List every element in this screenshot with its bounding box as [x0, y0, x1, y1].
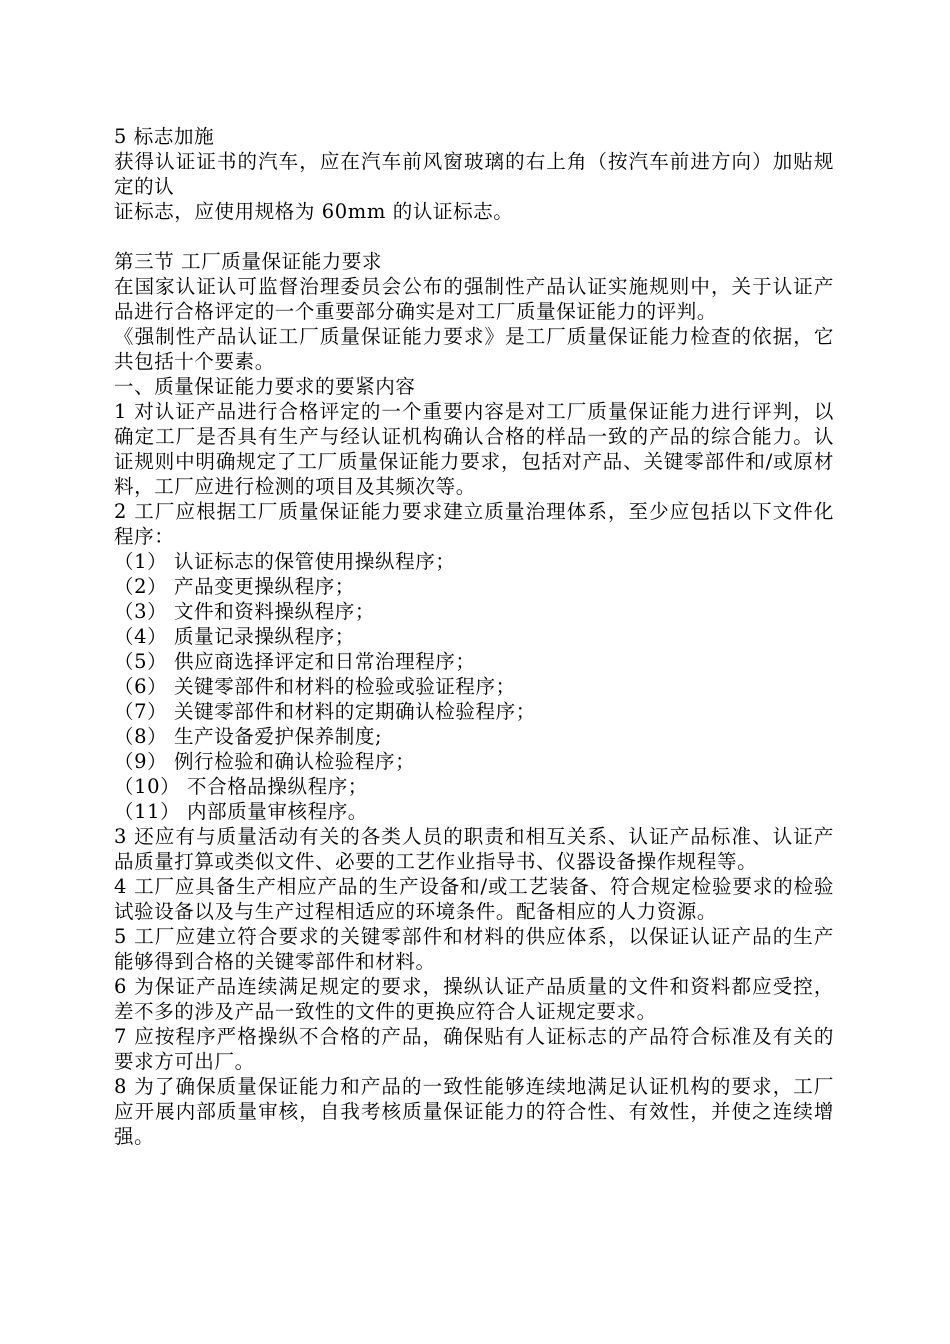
list-item-procedure-4: （4） 质量记录操纵程序；: [114, 625, 355, 648]
list-item-procedure-2: （2） 产品变更操纵程序；: [114, 575, 355, 598]
list-item-procedure-3: （3） 文件和资料操纵程序；: [114, 600, 376, 623]
paragraph-item-4: 4 工厂应具备生产相应产品的生产设备和/或工艺装备、符合规定检验要求的检验试验设备以及与生产过程相适应的环境条件。配备相应的人力资源。: [114, 875, 834, 923]
subheading-main-content: 一、质量保证能力要求的要紧内容: [114, 375, 416, 398]
list-item-procedure-8: （8） 生产设备爱护保养制度;: [114, 725, 383, 748]
blank-line: [114, 224, 834, 249]
paragraph-item-8: 8 为了确保质量保证能力和产品的一致性能够连续地满足认证机构的要求，工厂应开展内部质量审核，自我考核质量保证能力的符合性、有效性，并使之连续增强。: [114, 1075, 834, 1148]
paragraph-item-2: 2 工厂应根据工厂质量保证能力要求建立质量治理体系，至少应包括以下文件化程序：: [114, 500, 834, 548]
list-item-procedure-11: （11） 内部质量审核程序。: [114, 800, 368, 823]
section-heading-factory-quality: 第三节 工厂质量保证能力要求: [114, 250, 383, 273]
list-item-procedure-1: （1） 认证标志的保管使用操纵程序；: [114, 550, 456, 573]
paragraph-item-3: 3 还应有与质量活动有关的各类人员的职责和相互关系、认证产品标准、认证产品质量打算或类似文件、必要的工艺作业指导书、仪器设备操作规程等。: [114, 825, 834, 873]
section-heading-marking: 5 标志加施: [114, 125, 215, 148]
paragraph-item-5: 5 工厂应建立符合要求的关键零部件和材料的供应体系，以保证认证产品的生产能够得到合格的关键零部件和材料。: [114, 925, 834, 973]
paragraph-basis: 《强制性产品认证工厂质量保证能力要求》是工厂质量保证能力检查的依据，它共包括十个要素。: [114, 325, 834, 373]
list-item-procedure-10: （10） 不合格品操纵程序；: [114, 775, 368, 798]
paragraph-marking-size: 证标志，应使用规格为 60mm 的认证标志。: [114, 200, 514, 223]
paragraph-item-7: 7 应按程序严格操纵不合格的产品，确保贴有人证标志的产品符合标准及有关的要求方可出厂。: [114, 1025, 834, 1073]
paragraph-item-1: 1 对认证产品进行合格评定的一个重要内容是对工厂质量保证能力进行评判，以确定工厂是否具有生产与经认证机构确认合格的样品一致的产品的综合能力。认证规则中明确规定了工厂质量保证能力要求，包括对产品、关键零部件和/或原材料，工厂应进行检测的项目及其频次等。: [114, 400, 834, 498]
paragraph-intro: 在国家认证认可监督治理委员会公布的强制性产品认证实施规则中，关于认证产品进行合格评定的一个重要部分确实是对工厂质量保证能力的评判。: [114, 275, 834, 323]
list-item-procedure-5: （5） 供应商选择评定和日常治理程序；: [114, 650, 476, 673]
list-item-procedure-6: （6） 关键零部件和材料的检验或验证程序；: [114, 675, 516, 698]
paragraph-item-6: 6 为保证产品连续满足规定的要求，操纵认证产品质量的文件和资料都应受控，差不多的涉及产品一致性的文件的更换应符合人证规定要求。: [114, 975, 834, 1023]
list-item-procedure-9: （9） 例行检验和确认检验程序；: [114, 750, 416, 773]
document-page: [114, 124, 834, 1149]
list-item-procedure-7: （7） 关键零部件和材料的定期确认检验程序；: [114, 700, 536, 723]
paragraph-marking-text: 获得认证证书的汽车，应在汽车前风窗玻璃的右上角（按汽车前进方向）加贴规定的认: [114, 150, 834, 198]
